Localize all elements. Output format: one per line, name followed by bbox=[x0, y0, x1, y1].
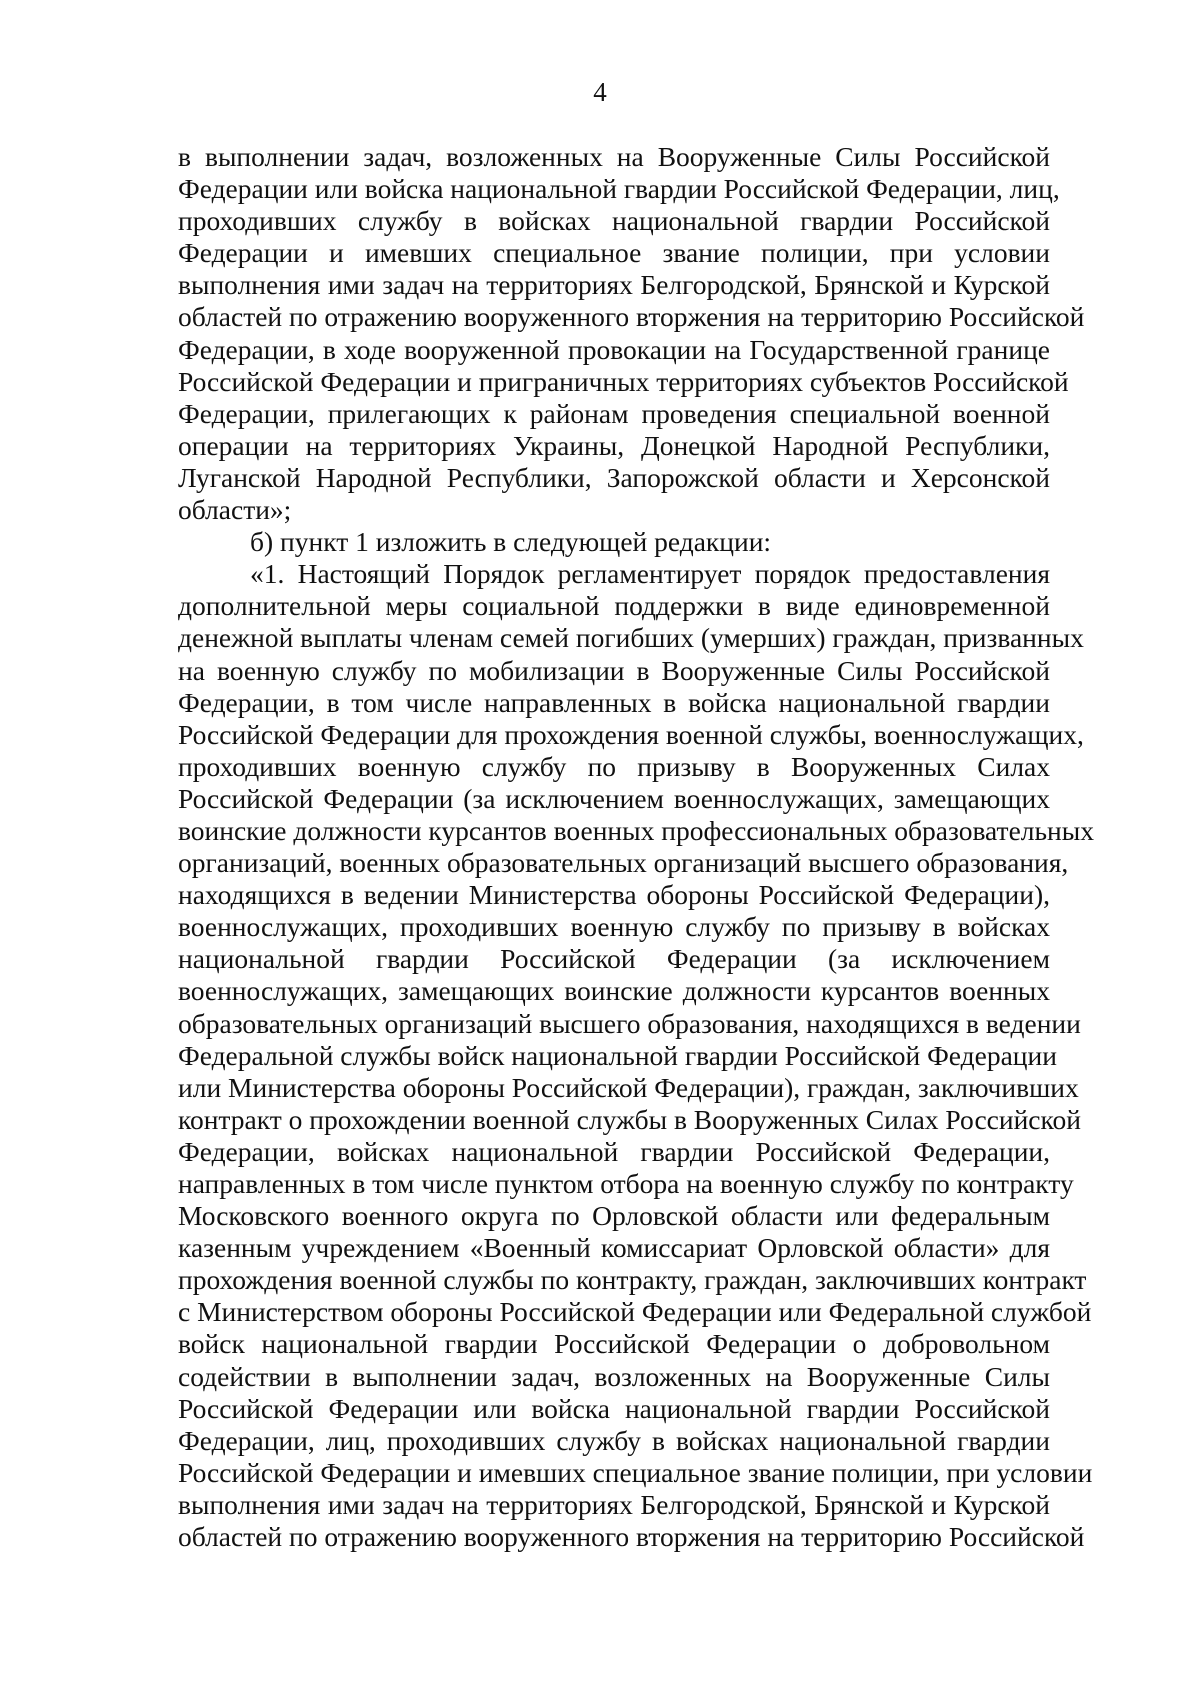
text-line: военнослужащих, проходивших военную службу по призыву в войсках bbox=[178, 911, 1050, 943]
text-line: Федерации, войсках национальной гвардии Российской Федерации, bbox=[178, 1135, 1050, 1167]
text-line: Федерации, в том числе направленных в войска национальной гвардии bbox=[178, 686, 1050, 718]
text-line: воинские должности курсантов военных профессиональных образовательных bbox=[178, 814, 1094, 846]
text-line: Российской Федерации и приграничных территориях субъектов Российской bbox=[178, 365, 1069, 397]
text-line: области»; bbox=[178, 494, 292, 526]
text-line: войск национальной гвардии Российской Федерации о добровольном bbox=[178, 1328, 1050, 1360]
text-line: Российской Федерации или войска национальной гвардии Российской bbox=[178, 1392, 1050, 1424]
text-line: или Министерства обороны Российской Федерации), граждан, заключивших bbox=[178, 1071, 1079, 1103]
text-line: национальной гвардии Российской Федерации (за исключением bbox=[178, 943, 1050, 975]
text-line: Российской Федерации и имевших специальное звание полиции, при условии bbox=[178, 1456, 1093, 1488]
text-line: Российской Федерации для прохождения военной службы, военнослужащих, bbox=[178, 718, 1084, 750]
text-line: Российской Федерации (за исключением военнослужащих, замещающих bbox=[178, 782, 1050, 814]
text-line: операции на территориях Украины, Донецкой Народной Республики, bbox=[178, 429, 1050, 461]
page-number: 4 bbox=[593, 77, 607, 107]
text-line: Федерации, лиц, проходивших службу в войсках национальной гвардии bbox=[178, 1424, 1050, 1456]
text-line: с Министерством обороны Российской Федерации или Федеральной службой bbox=[178, 1296, 1092, 1328]
text-line: б) пункт 1 изложить в следующей редакции: bbox=[250, 526, 772, 558]
text-line: областей по отражению вооруженного вторжения на территорию Российской bbox=[178, 1521, 1085, 1553]
text-line: военнослужащих, замещающих воинские должности курсантов военных bbox=[178, 975, 1050, 1007]
text-line: организаций, военных образовательных организаций высшего образования, bbox=[178, 847, 1069, 879]
text-line: дополнительной меры социальной поддержки в виде единовременной bbox=[178, 590, 1050, 622]
text-line: Федеральной службы войск национальной гвардии Российской Федерации bbox=[178, 1039, 1057, 1071]
text-line: образовательных организаций высшего образования, находящихся в ведении bbox=[178, 1007, 1081, 1039]
text-line: проходивших службу в войсках национальной гвардии Российской bbox=[178, 205, 1050, 237]
text-line: в выполнении задач, возложенных на Вооруженные Силы Российской bbox=[178, 141, 1050, 172]
text-line: денежной выплаты членам семей погибших (умерших) граждан, призванных bbox=[178, 622, 1084, 654]
text-line: выполнения ими задач на территориях Белгородской, Брянской и Курской bbox=[178, 1488, 1050, 1520]
text-line: Федерации, прилегающих к районам проведения специальной военной bbox=[178, 397, 1050, 429]
text-line: выполнения ими задач на территориях Белгородской, Брянской и Курской bbox=[178, 269, 1050, 301]
text-line: Федерации и имевших специальное звание полиции, при условии bbox=[178, 237, 1050, 269]
text-line: контракт о прохождении военной службы в Вооруженных Силах Российской bbox=[178, 1103, 1081, 1135]
text-line: проходивших военную службу по призыву в Вооруженных Силах bbox=[178, 750, 1050, 782]
text-line: «1. Настоящий Порядок регламентирует порядок предоставления bbox=[250, 558, 1050, 590]
text-line: находящихся в ведении Министерства обороны Российской Федерации), bbox=[178, 879, 1050, 911]
text-line: Федерации, в ходе вооруженной провокации на Государственной границе bbox=[178, 333, 1050, 365]
text-line: областей по отражению вооруженного вторжения на территорию Российской bbox=[178, 301, 1085, 333]
text-line: на военную службу по мобилизации в Вооруженные Силы Российской bbox=[178, 654, 1050, 686]
text-line: Федерации или войска национальной гвардии Российской Федерации, лиц, bbox=[178, 173, 1060, 205]
text-line: Московского военного округа по Орловской области или федеральным bbox=[178, 1200, 1050, 1232]
text-line: Луганской Народной Республики, Запорожской области и Херсонской bbox=[178, 461, 1050, 493]
text-line: прохождения военной службы по контракту, граждан, заключивших контракт bbox=[178, 1264, 1087, 1296]
document-body-text bbox=[178, 141, 1094, 1553]
text-line: содействии в выполнении задач, возложенных на Вооруженные Силы bbox=[178, 1360, 1050, 1392]
text-line: казенным учреждением «Военный комиссариат Орловской области» для bbox=[178, 1232, 1050, 1264]
text-line: направленных в том числе пунктом отбора на военную службу по контракту bbox=[178, 1168, 1074, 1199]
